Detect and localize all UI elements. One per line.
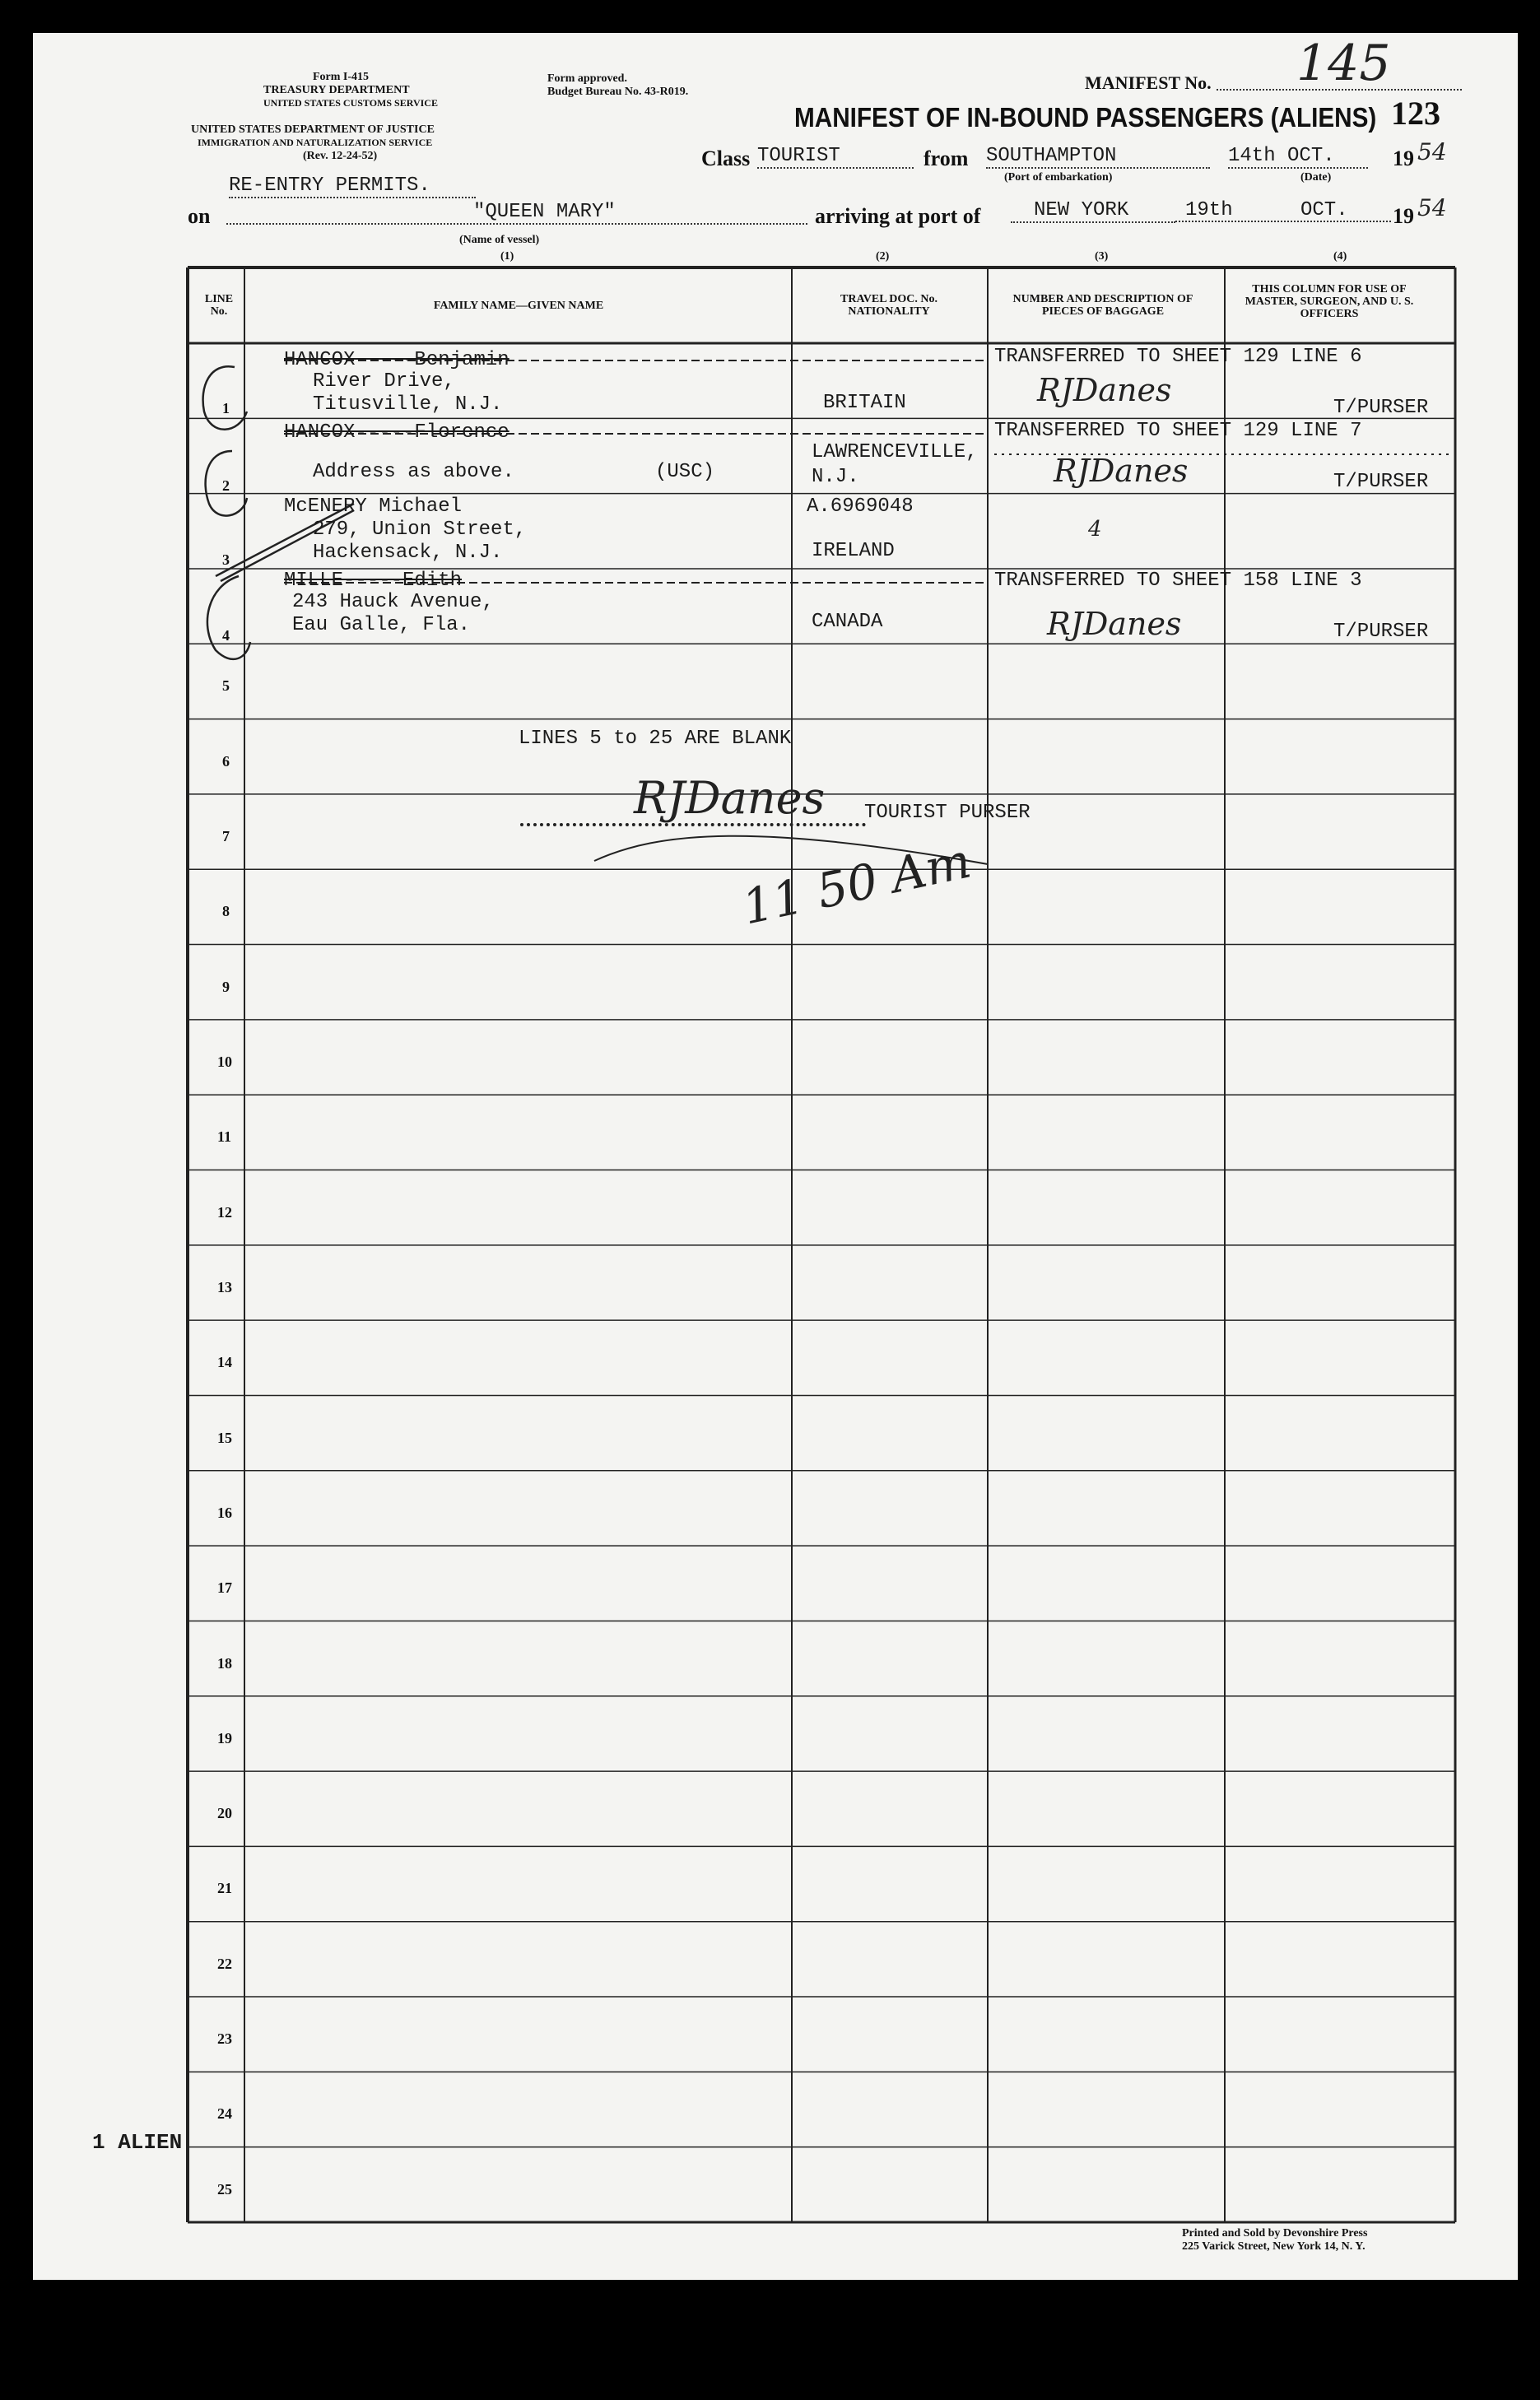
row3-address: 279, Union Street, bbox=[313, 519, 527, 541]
port-embarkation: SOUTHAMPTON bbox=[986, 145, 1210, 169]
form-approved: Form approved. bbox=[547, 72, 627, 85]
printer-name: Printed and Sold by Devonshire Press bbox=[1182, 2227, 1368, 2240]
line-number-2: 2 bbox=[222, 477, 230, 494]
on-label: on bbox=[188, 204, 211, 228]
printer-address: 225 Varick Street, New York 14, N. Y. bbox=[1182, 2240, 1366, 2253]
row4-nationality: CANADA bbox=[812, 611, 883, 633]
arriving-label: arriving at port of bbox=[815, 204, 981, 228]
row2-address: Address as above. bbox=[313, 461, 514, 483]
col-header-name: FAMILY NAME—GIVEN NAME bbox=[433, 300, 604, 312]
manifest-title: MANIFEST OF IN-BOUND PASSENGERS (ALIENS) bbox=[794, 102, 1377, 133]
year-prefix: 19 bbox=[1393, 147, 1414, 170]
line-number-20: 20 bbox=[217, 1805, 232, 1821]
row4-address: 243 Hauck Avenue, bbox=[292, 591, 494, 613]
arrival-month: OCT. bbox=[1300, 199, 1348, 221]
blank-lines-note: LINES 5 to 25 ARE BLANK bbox=[519, 728, 792, 750]
sheet-number: 123 bbox=[1391, 95, 1440, 132]
row3-travel-doc: A.6969048 bbox=[807, 495, 914, 518]
vessel-caption: (Name of vessel) bbox=[459, 234, 540, 246]
col-num-4: (4) bbox=[1333, 250, 1347, 263]
line-number-8: 8 bbox=[222, 903, 230, 919]
line-number-7: 7 bbox=[222, 828, 230, 844]
col-header-travel-doc: TRAVEL DOC. No. NATIONALITY bbox=[840, 293, 937, 318]
row3-city: Hackensack, N.J. bbox=[313, 542, 503, 564]
vessel-name: "QUEEN MARY" bbox=[226, 201, 807, 225]
line-number-15: 15 bbox=[217, 1430, 232, 1446]
form-number: Form I-415 bbox=[313, 71, 370, 83]
treasury-dept: TREASURY DEPARTMENT bbox=[263, 84, 410, 96]
col-num-1: (1) bbox=[500, 250, 514, 263]
row1-purser: T/PURSER bbox=[1333, 397, 1429, 419]
arrival-year-prefix: 19 bbox=[1393, 204, 1414, 228]
row1-city: Titusville, N.J. bbox=[313, 393, 503, 416]
row1-name: HANCOX-----Benjamin bbox=[284, 349, 509, 371]
line-number-25: 25 bbox=[217, 2181, 232, 2198]
line-number-5: 5 bbox=[222, 677, 230, 694]
row1-address: River Drive, bbox=[313, 370, 455, 393]
line-number-3: 3 bbox=[222, 551, 230, 568]
line-number-14: 14 bbox=[217, 1354, 232, 1370]
col-header-baggage: NUMBER AND DESCRIPTION OF PIECES OF BAGGAGE bbox=[1012, 293, 1193, 318]
row2-transfer: TRANSFERRED TO SHEET 129 LINE 7 bbox=[994, 420, 1362, 442]
manifest-no-handwritten: 145 bbox=[1296, 35, 1391, 92]
row4-signature: RJDanes bbox=[1047, 606, 1182, 642]
row2-state: N.J. bbox=[812, 466, 859, 488]
col-header-officers: THIS COLUMN FOR USE OF MASTER, SURGEON, AND U. S. OFFICERS bbox=[1245, 283, 1414, 320]
arrival-time-handwritten: 11 50 Am bbox=[737, 832, 976, 936]
line-number-21: 21 bbox=[217, 1880, 232, 1896]
re-entry-permits: RE-ENTRY PERMITS. bbox=[229, 174, 476, 198]
col-num-3: (3) bbox=[1095, 250, 1109, 263]
departure-date: 14th OCT. bbox=[1228, 145, 1368, 169]
year-handwritten: 54 bbox=[1417, 138, 1447, 165]
row3-baggage: 4 bbox=[1088, 517, 1102, 542]
revision: (Rev. 12-24-52) bbox=[303, 150, 378, 162]
arrival-year-handwritten: 54 bbox=[1417, 194, 1447, 221]
line-number-11: 11 bbox=[217, 1128, 232, 1145]
line-number-19: 19 bbox=[217, 1730, 232, 1747]
row3-name: McENERY Michael bbox=[284, 495, 463, 518]
line-number-13: 13 bbox=[217, 1279, 232, 1295]
row2-status: (USC) bbox=[655, 461, 715, 483]
budget-bureau: Budget Bureau No. 43-R019. bbox=[547, 86, 689, 98]
col-num-2: (2) bbox=[876, 250, 890, 263]
customs-service: UNITED STATES CUSTOMS SERVICE bbox=[263, 97, 438, 109]
purser-signature: RJDanes bbox=[634, 772, 826, 824]
row1-nationality: BRITAIN bbox=[823, 392, 906, 414]
row2-birthplace: LAWRENCEVILLE, bbox=[812, 441, 978, 463]
row1-signature: RJDanes bbox=[1037, 372, 1172, 408]
line-number-9: 9 bbox=[222, 979, 230, 995]
line-number-23: 23 bbox=[217, 2030, 232, 2047]
line-number-10: 10 bbox=[217, 1053, 232, 1070]
line-number-18: 18 bbox=[217, 1655, 232, 1672]
line-number-4: 4 bbox=[222, 627, 230, 644]
justice-dept: UNITED STATES DEPARTMENT OF JUSTICE bbox=[191, 123, 435, 136]
from-label: from bbox=[924, 147, 969, 170]
row4-transfer: TRANSFERRED TO SHEET 158 LINE 3 bbox=[994, 570, 1362, 592]
row4-name: MILLE-----Edith bbox=[284, 570, 463, 592]
line-number-1: 1 bbox=[222, 400, 230, 416]
port-arrival: NEW YORK bbox=[1011, 199, 1175, 223]
line-number-17: 17 bbox=[217, 1579, 232, 1596]
port-embark-caption: (Port of embarkation) bbox=[1004, 171, 1113, 184]
class-value: TOURIST bbox=[757, 145, 914, 169]
arrival-date: 19th bbox=[1185, 199, 1233, 221]
row3-nationality: IRELAND bbox=[812, 540, 895, 562]
date-caption: (Date) bbox=[1300, 171, 1332, 184]
col-header-line-no: LINE No. bbox=[204, 293, 234, 318]
row4-city: Eau Galle, Fla. bbox=[292, 614, 471, 636]
row4-purser: T/PURSER bbox=[1333, 621, 1429, 643]
row2-signature: RJDanes bbox=[1054, 453, 1189, 489]
row2-name: HANCOX-----Florence bbox=[284, 421, 509, 444]
alien-count: 1 ALIEN bbox=[92, 2130, 183, 2155]
line-number-6: 6 bbox=[222, 753, 230, 770]
row1-circle-mark bbox=[203, 366, 247, 430]
line-number-16: 16 bbox=[217, 1505, 232, 1521]
line-number-22: 22 bbox=[217, 1956, 232, 1972]
row2-purser: T/PURSER bbox=[1333, 471, 1429, 493]
row1-transfer: TRANSFERRED TO SHEET 129 LINE 6 bbox=[994, 346, 1362, 368]
class-label: Class bbox=[701, 147, 751, 170]
ins-service: IMMIGRATION AND NATURALIZATION SERVICE bbox=[198, 137, 433, 148]
purser-title: TOURIST PURSER bbox=[864, 802, 1031, 824]
line-number-24: 24 bbox=[217, 2105, 232, 2122]
line-number-12: 12 bbox=[217, 1204, 232, 1221]
manifest-no-label: MANIFEST No. bbox=[1085, 72, 1212, 93]
